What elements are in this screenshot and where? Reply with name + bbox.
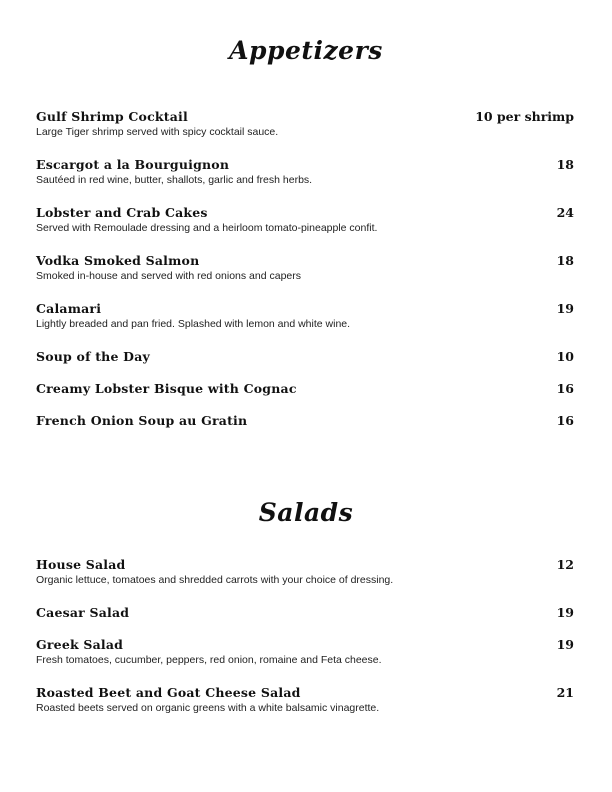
item-name: Roasted Beet and Goat Cheese Salad <box>36 685 301 700</box>
item-name: Soup of the Day <box>36 349 150 364</box>
item-name: Creamy Lobster Bisque with Cognac <box>36 381 297 396</box>
menu-item-house-salad <box>36 556 574 587</box>
item-price: 19 <box>556 301 574 316</box>
item-description: Large Tiger shrimp served with spicy cocktail sauce. <box>36 126 279 138</box>
item-description: Fresh tomatoes, cucumber, peppers, red onion, romaine and Feta cheese. <box>36 654 382 666</box>
item-name: House Salad <box>36 557 126 572</box>
menu-item-lobster-crab-cakes <box>36 204 574 235</box>
item-description: Roasted beets served on organic greens with a white balsamic vinagrette. <box>36 702 380 714</box>
item-name: Calamari <box>36 301 102 316</box>
item-name: Lobster and Crab Cakes <box>36 205 208 220</box>
item-price: 24 <box>556 205 574 220</box>
item-description: Served with Remoulade dressing and a heirloom tomato-pineapple confit. <box>36 222 378 234</box>
menu-item-gulf-shrimp-cocktail <box>36 108 574 139</box>
salads-heading: Salads <box>258 498 354 527</box>
item-description: Smoked in-house and served with red onions and capers <box>36 270 301 282</box>
menu-item-escargot <box>36 156 574 187</box>
item-description: Lightly breaded and pan fried. Splashed with lemon and white wine. <box>36 318 351 330</box>
item-price: 19 <box>556 637 574 652</box>
menu-item-soup-of-the-day <box>36 348 574 365</box>
item-name: Gulf Shrimp Cocktail <box>36 109 188 124</box>
menu-item-roasted-beet-goat-cheese-salad <box>36 684 574 715</box>
menu-item-lobster-bisque <box>36 380 574 397</box>
item-price: 16 <box>556 381 574 396</box>
menu-item-greek-salad <box>36 636 574 667</box>
item-price: 21 <box>556 685 574 700</box>
item-price: 16 <box>556 413 574 428</box>
menu-item-french-onion-soup <box>36 412 574 429</box>
item-name: Caesar Salad <box>36 605 130 620</box>
item-price: 10 per shrimp <box>475 109 574 124</box>
menu-item-caesar-salad <box>36 604 574 621</box>
item-name: Greek Salad <box>36 637 124 652</box>
menu-item-calamari <box>36 300 574 331</box>
item-name: Vodka Smoked Salmon <box>36 253 200 268</box>
item-price: 18 <box>556 253 574 268</box>
appetizers-heading: Appetizers <box>229 36 383 65</box>
item-description: Sautéed in red wine, butter, shallots, garlic and fresh herbs. <box>36 174 313 186</box>
menu-item-vodka-smoked-salmon <box>36 252 574 283</box>
item-description: Organic lettuce, tomatoes and shredded carrots with your choice of dressing. <box>36 574 394 586</box>
item-name: French Onion Soup au Gratin <box>36 413 248 428</box>
item-price: 19 <box>556 605 574 620</box>
item-price: 10 <box>556 349 574 364</box>
item-name: Escargot a la Bourguignon <box>36 157 230 172</box>
item-price: 18 <box>556 157 574 172</box>
item-price: 12 <box>556 557 574 572</box>
